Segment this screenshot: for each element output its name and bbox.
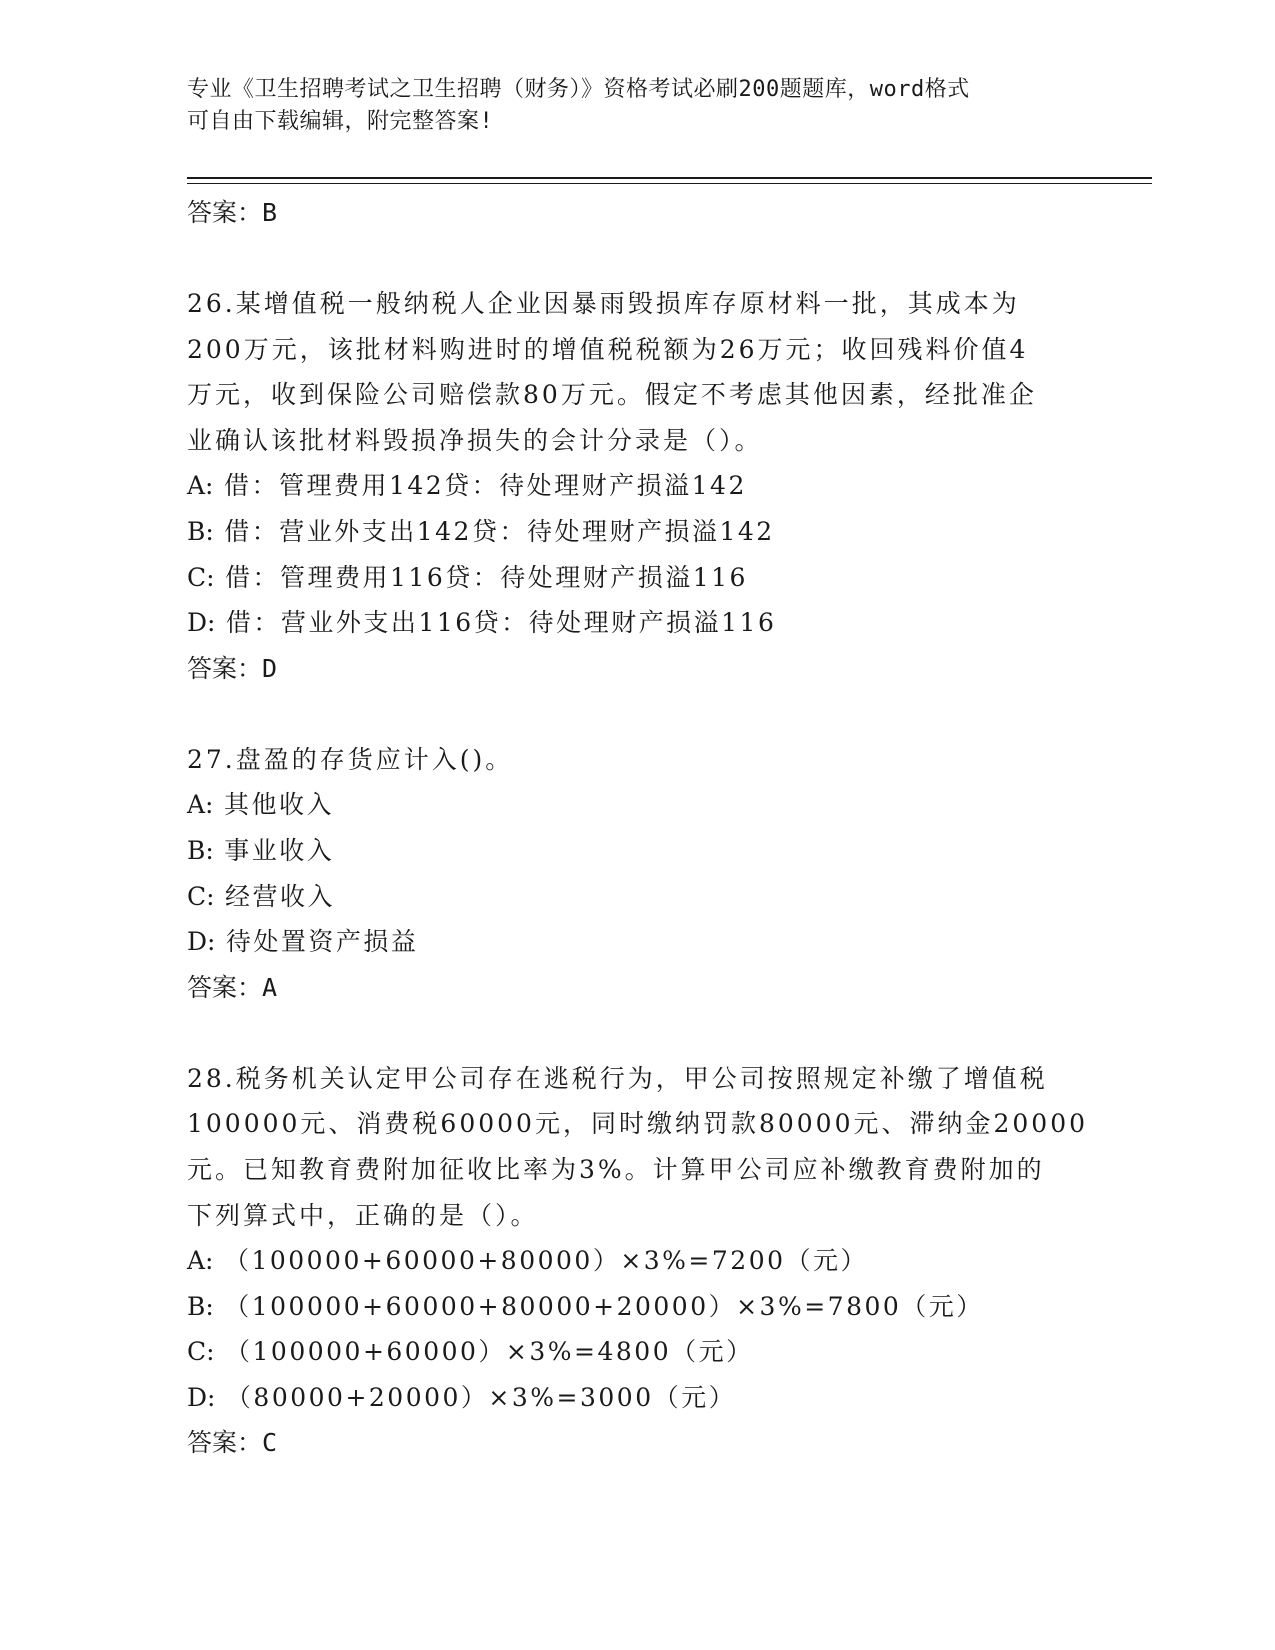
option-text: 待处置资产损益 (225, 927, 419, 957)
option-a (187, 463, 1087, 509)
option-label: D: (187, 927, 216, 957)
question-text-line: 200万元，该批材料购进时的增值税税额为26万元；收回残料价值4 (187, 334, 1029, 364)
option-label: A: (187, 471, 214, 501)
document-header (187, 74, 1067, 138)
option-a (187, 782, 1087, 828)
option-label: C: (187, 1337, 215, 1367)
option-label: D: (187, 608, 216, 638)
option-text: 其他收入 (223, 790, 334, 820)
question-28 (187, 1056, 1087, 1467)
option-text: 事业收入 (224, 835, 335, 865)
option-text: （100000+60000+80000+20000）×3%=7800（元） (224, 1291, 984, 1321)
option-text: （100000+60000）×3%=4800（元） (225, 1337, 754, 1367)
question-26 (187, 281, 1087, 692)
option-label: B: (187, 835, 214, 865)
option-label: A: (187, 1246, 214, 1276)
header-line-1: 专业《卫生招聘考试之卫生招聘（财务）》资格考试必刷200题题库，word格式 (187, 77, 970, 102)
answer-line: 答案：D (187, 653, 278, 683)
question-text-line: 26.某增值税一般纳税人企业因暴雨毁损库存原材料一批，其成本为 (187, 289, 1020, 318)
option-label: C: (187, 881, 215, 911)
question-text-line: 元。已知教育费附加征收比率为3%。计算甲公司应补缴教育费附加的 (187, 1154, 1045, 1184)
option-label: D: (187, 1382, 216, 1412)
spacer (187, 692, 1087, 737)
spacer (187, 1011, 1087, 1056)
option-text: 借：管理费用142贷：待处理财产损溢142 (223, 471, 747, 501)
answer-line: 答案：B (187, 198, 278, 227)
spacer (187, 236, 1087, 281)
header-line-2: 可自由下载编辑，附完整答案! (187, 109, 494, 134)
question-text-line: 下列算式中，正确的是（）。 (187, 1200, 539, 1230)
option-label: B: (187, 1291, 214, 1321)
option-d (187, 1375, 1087, 1421)
question-text-line: 27.盘盈的存货应计入()。 (187, 744, 514, 774)
option-d (187, 600, 1087, 646)
question-list (187, 190, 1087, 1466)
option-label: C: (187, 562, 215, 592)
answer-line: 答案：A (187, 972, 278, 1002)
option-c (187, 874, 1087, 920)
header-rule-thin (187, 183, 1152, 184)
option-text: （100000+60000+80000）×3%=7200（元） (223, 1246, 869, 1276)
header-rule-thick (187, 177, 1152, 179)
question-text-line: 万元，收到保险公司赔偿款80万元。假定不考虑其他因素，经批准企 (187, 380, 1037, 410)
question-text-line: 28.税务机关认定甲公司存在逃税行为，甲公司按照规定补缴了增值税 (187, 1063, 1048, 1093)
option-c (187, 1329, 1087, 1375)
question-text-line: 业确认该批材料毁损净损失的会计分录是（）。 (187, 425, 763, 455)
option-a (187, 1238, 1087, 1284)
option-text: 经营收入 (225, 881, 336, 911)
option-c (187, 555, 1087, 601)
option-d (187, 919, 1087, 965)
question-27 (187, 737, 1087, 1011)
option-b (187, 1284, 1087, 1330)
option-text: 借：营业外支出142贷：待处理财产损溢142 (224, 516, 775, 546)
option-b (187, 828, 1087, 874)
option-label: B: (187, 516, 214, 546)
option-text: 借：营业外支出116贷：待处理财产损溢116 (225, 608, 777, 638)
answer-line: 答案：C (187, 1428, 278, 1458)
question-text-line: 100000元、消费税60000元，同时缴纳罚款80000元、滞纳金20000 (187, 1109, 1089, 1139)
option-b (187, 509, 1087, 555)
option-label: A: (187, 790, 214, 820)
option-text: 借：管理费用116贷：待处理财产损溢116 (225, 562, 748, 592)
option-text: （80000+20000）×3%=3000（元） (225, 1382, 737, 1412)
